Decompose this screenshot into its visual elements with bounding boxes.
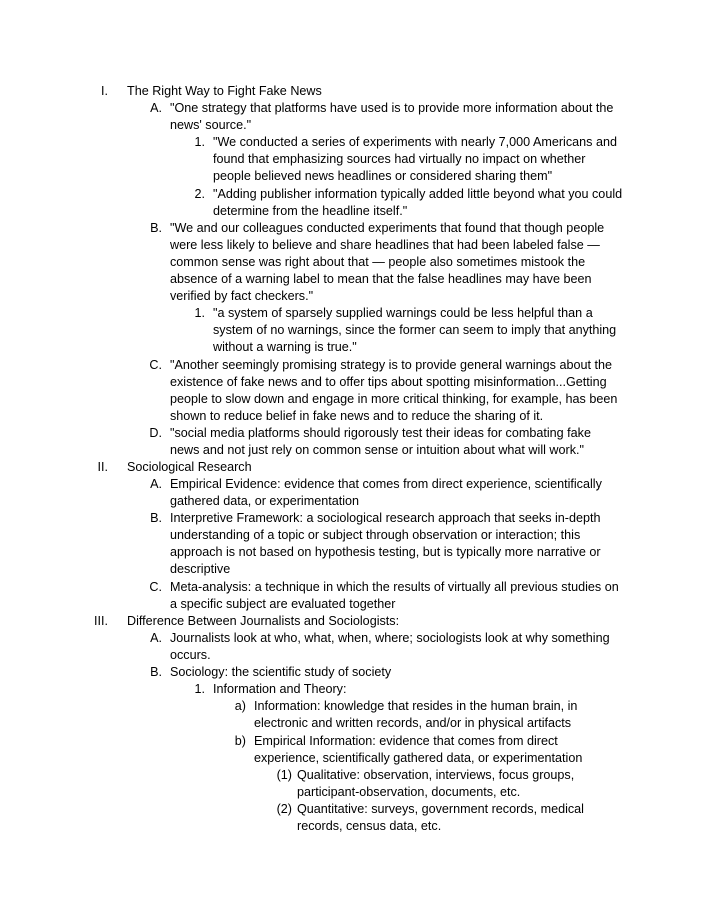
item-marker: A.: [150, 631, 162, 645]
item-text: were less likely to believe and share headlines that had been labeled false —: [170, 238, 600, 252]
subitem-marker: 1.: [194, 135, 205, 149]
item-text: gathered data, or experimentation: [170, 494, 360, 508]
letter-marker: a): [234, 699, 246, 713]
section-title: The Right Way to Fight Fake News: [127, 84, 322, 98]
subitem-marker: 1.: [194, 682, 205, 696]
item-text: "One strategy that platforms have used is to provide more information about the: [170, 101, 614, 115]
letter-marker: b): [234, 734, 246, 748]
item-text: common sense was right about that — people also sometimes mistook the: [170, 255, 586, 269]
section-marker: III.: [94, 614, 108, 628]
item-marker: D.: [149, 426, 162, 440]
item-text: Empirical Evidence: evidence that comes from direct experience, scientifically: [170, 477, 602, 491]
subitem-text: system of no warnings, since the former can seem to imply that anything: [213, 323, 617, 337]
item-text: news and not just rely on common sense or intuition about what will work.": [170, 443, 584, 457]
item-marker: C.: [149, 358, 162, 372]
subitem-text: determine from the headline itself.": [213, 204, 408, 218]
item-text: a specific subject are evaluated together: [170, 597, 396, 611]
section-marker: II.: [97, 460, 108, 474]
subitem-text: "a system of sparsely supplied warnings could be less helpful than a: [213, 306, 593, 320]
item-text: occurs.: [170, 648, 211, 662]
numbered-paren-marker: (1): [276, 768, 292, 782]
subitem-text: Information and Theory:: [213, 682, 347, 696]
item-text: approach is not based on hypothesis testing, but is typically more narrative or: [170, 545, 601, 559]
item-marker: B.: [150, 665, 162, 679]
item-marker: B.: [150, 511, 162, 525]
item-text: Interpretive Framework: a sociological research approach that seeks in-depth: [170, 511, 601, 525]
item-text: people to slow down and engage in more critical thinking, for example, has been: [170, 392, 618, 406]
subitem-marker: 2.: [194, 187, 205, 201]
item-text: shown to reduce belief in fake news and to reduce the sharing of it.: [170, 409, 544, 423]
section-title: Sociological Research: [127, 460, 252, 474]
item-text: verified by fact checkers.": [170, 289, 314, 303]
item-marker: A.: [150, 101, 162, 115]
numbered-paren-text: Quantitative: surveys, government records, medical: [297, 802, 584, 816]
subitem-text: without a warning is true.": [213, 340, 357, 354]
letter-item-text: Empirical Information: evidence that comes from direct: [254, 734, 558, 748]
section-title: Difference Between Journalists and Sociologists:: [127, 614, 400, 628]
item-text: Journalists look at who, what, when, where; sociologists look at why something: [170, 631, 610, 645]
item-text: news' source.": [170, 118, 252, 132]
subitem-text: people believed news headlines or considered sharing them": [213, 169, 553, 183]
numbered-paren-text: Qualitative: observation, interviews, focus groups,: [297, 768, 575, 782]
item-text: Sociology: the scientific study of society: [170, 665, 392, 679]
letter-item-text: experience, scientifically gathered data, or experimentation: [254, 751, 583, 765]
item-text: absence of a warning label to mean that the false headlines may have been: [170, 272, 592, 286]
item-marker: B.: [150, 221, 162, 235]
item-text: existence of fake news and to offer tips about spotting misinformation...Getting: [170, 375, 607, 389]
item-text: "social media platforms should rigorously test their ideas for combating fake: [170, 426, 591, 440]
numbered-paren-text: records, census data, etc.: [297, 819, 442, 833]
subitem-text: "Adding publisher information typically added little beyond what you could: [213, 187, 623, 201]
subitem-marker: 1.: [194, 306, 205, 320]
item-text: descriptive: [170, 562, 231, 576]
section-marker: I.: [101, 84, 108, 98]
letter-item-text: Information: knowledge that resides in the human brain, in: [254, 699, 578, 713]
numbered-paren-text: participant-observation, documents, etc.: [297, 785, 521, 799]
item-marker: A.: [150, 477, 162, 491]
item-text: Meta-analysis: a technique in which the results of virtually all previous studies on: [170, 580, 619, 594]
subitem-text: found that emphasizing sources had virtually no impact on whether: [213, 152, 586, 166]
item-marker: C.: [149, 580, 162, 594]
item-text: "Another seemingly promising strategy is to provide general warnings about the: [170, 358, 612, 372]
letter-item-text: electronic and written records, and/or in physical artifacts: [254, 716, 572, 730]
numbered-paren-marker: (2): [276, 802, 292, 816]
item-text: understanding of a topic or subject through observation or interaction; this: [170, 528, 581, 542]
item-text: "We and our colleagues conducted experiments that found that though people: [170, 221, 605, 235]
subitem-text: "We conducted a series of experiments with nearly 7,000 Americans and: [213, 135, 617, 149]
